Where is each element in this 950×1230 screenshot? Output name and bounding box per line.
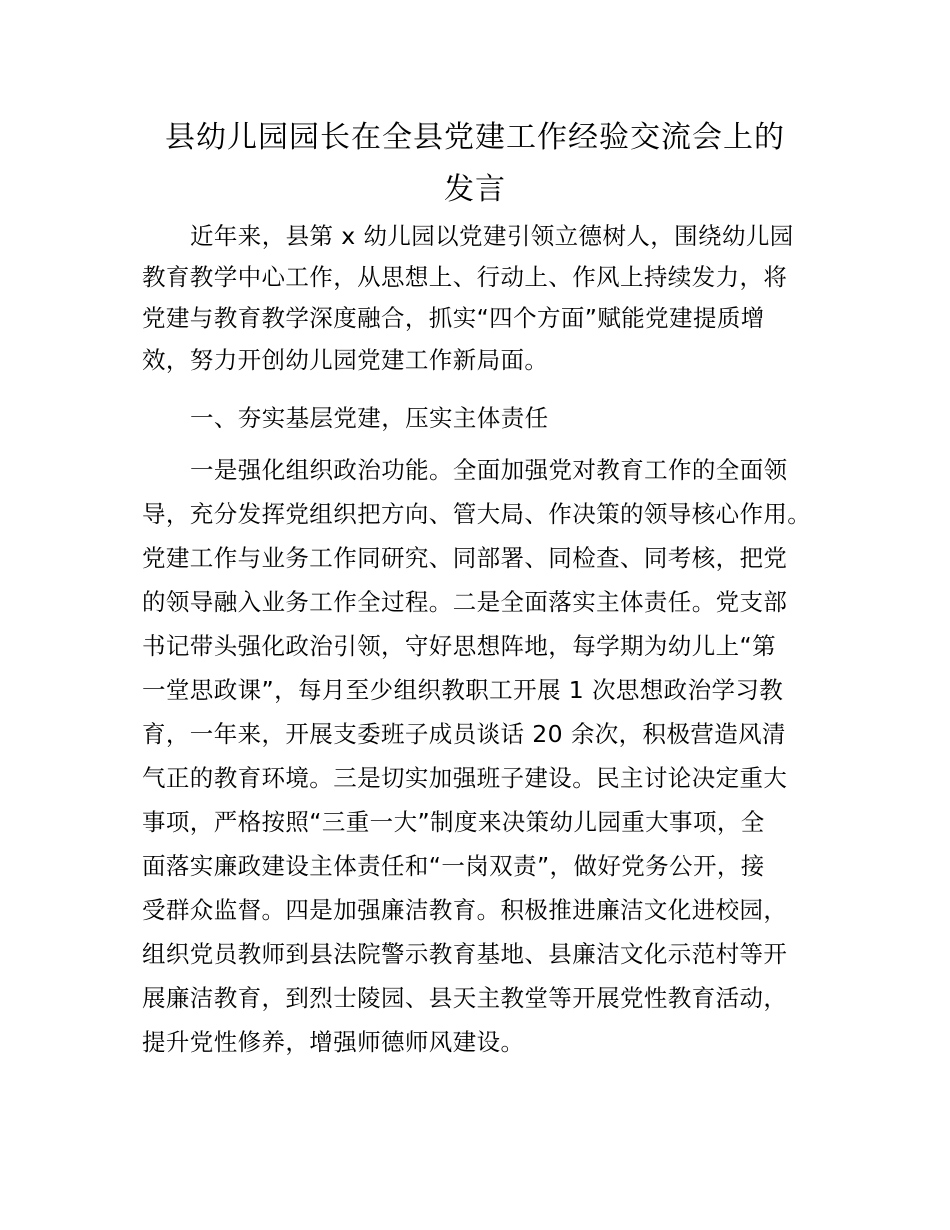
body-line: 一是强化组织政治功能。全面加强党对教育工作的全面领 [190, 456, 788, 484]
body-line: 展廉洁教育，到烈士陵园、县天主教堂等开展党性教育活动， [142, 984, 788, 1012]
body-line: 导，充分发挥党组织把方向、管大局、作决策的领导核心作用。 [142, 500, 812, 528]
body-line: 书记带头强化政治引领，守好思想阵地，每学期为幼儿上“第 [142, 632, 776, 660]
title-line-1: 县幼儿园园长在全县党建工作经验交流会上的 [165, 120, 785, 155]
title-line-2: 发言 [444, 172, 506, 207]
body-line: 提升党性修养，增强师德师风建设。 [142, 1028, 525, 1056]
section-heading: 一、夯实基层党建，压实主体责任 [190, 404, 549, 432]
body-line: 组织党员教师到县法院警示教育基地、县廉洁文化示范村等开 [142, 940, 788, 968]
intro-line: 党建与教育教学深度融合，抓实“四个方面”赋能党建提质增 [142, 304, 765, 332]
body-line: 的领导融入业务工作全过程。二是全面落实主体责任。党支部 [142, 588, 788, 616]
body-line: 党建工作与业务工作同研究、同部署、同检查、同考核，把党 [142, 544, 788, 572]
document-title [100, 112, 850, 216]
intro-line: 教育教学中心工作，从思想上、行动上、作风上持续发力，将 [142, 263, 788, 291]
body-line: 面落实廉政建设主体责任和“一岗双责”，做好党务公开，接 [142, 852, 765, 880]
body-line: 气正的教育环境。三是切实加强班子建设。民主讨论决定重大 [142, 764, 788, 792]
body-line: 育，一年来，开展支委班子成员谈话 20 余次，积极营造风清 [142, 720, 786, 748]
intro-line: 近年来，县第 x 幼儿园以党建引领立德树人，围绕幼儿园 [190, 222, 794, 250]
intro-line: 效，努力开创幼儿园党建工作新局面。 [142, 346, 549, 374]
body-line: 受群众监督。四是加强廉洁教育。积极推进廉洁文化进校园， [142, 896, 788, 924]
body-line: 事项，严格按照“三重一大”制度来决策幼儿园重大事项，全 [142, 808, 765, 836]
body-line: 一堂思政课”，每月至少组织教职工开展 1 次思想政治学习教 [142, 676, 784, 704]
